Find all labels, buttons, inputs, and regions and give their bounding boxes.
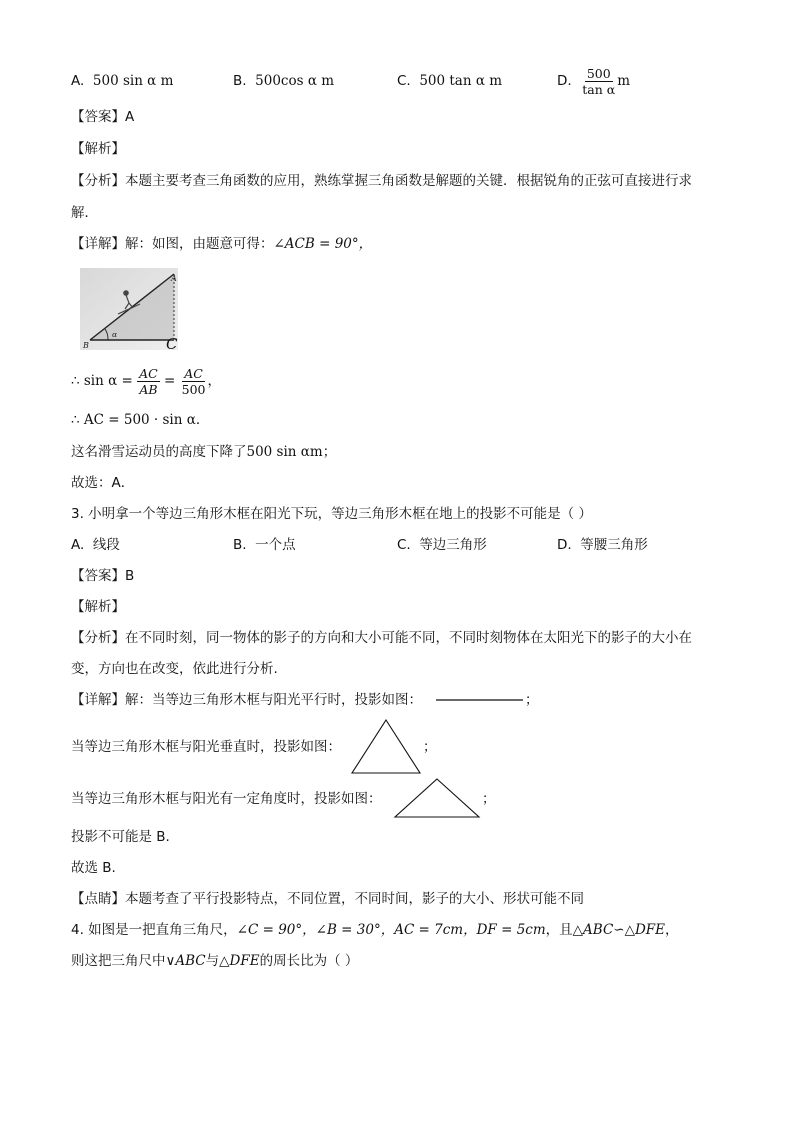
detail-tag: 【详解】 — [71, 236, 125, 252]
fraction-numerator: AC — [184, 365, 203, 381]
dianjing-text: 本题考查了平行投影特点，不同位置，不同时间，影子的大小、形状可能不同 — [125, 891, 584, 907]
detail-text: 解：当等边三角形木框与阳光平行时，投影如图： — [125, 692, 422, 708]
option-expr: 500 tan α m — [419, 73, 503, 89]
isosceles-triangle-figure — [392, 776, 482, 820]
conclusion-text: 这名滑雪运动员的高度下降了 — [71, 444, 247, 460]
q2-fenxi-cont: 解． — [71, 205, 98, 221]
fraction — [137, 366, 160, 397]
option-c — [397, 72, 502, 90]
option-letter: C. — [397, 73, 411, 89]
punctuation: ； — [525, 692, 539, 708]
stem-math: △DFE — [219, 953, 260, 969]
option-letter: A. — [71, 537, 85, 553]
q3-answer — [71, 567, 134, 585]
option-b — [233, 72, 334, 90]
stem-math: △ABC∽△DFE — [572, 922, 666, 938]
punctuation: ， — [665, 922, 679, 938]
option-a — [71, 72, 173, 90]
label-c: C — [166, 335, 178, 350]
q3-detail-2: 当等边三角形木框与阳光垂直时，投影如图： — [71, 739, 341, 755]
fenxi-tag: 【分析】 — [71, 173, 125, 189]
label-b: B — [83, 341, 89, 350]
triangle-shape — [395, 779, 479, 817]
q4-stem-line2 — [71, 952, 358, 970]
q4-stem-line1 — [71, 921, 679, 939]
dianjing-tag: 【点睛】 — [71, 891, 125, 907]
stem-text: 4. 如图是一把直角三角尺， — [71, 922, 237, 938]
stem-text: 则这把三角尺中 — [71, 953, 166, 969]
option-expr: 500cos α m — [255, 73, 335, 89]
q3-fenxi — [71, 629, 692, 647]
equals-sign: = — [164, 373, 176, 389]
option-d — [557, 536, 648, 554]
q3-stem: 3. 小明拿一个等边三角形木框在阳光下玩，等边三角形木框在地上的投影不可能是（ ） — [71, 506, 592, 522]
equilateral-triangle-figure — [350, 718, 422, 776]
option-a — [71, 536, 120, 554]
q3-dianjing — [71, 890, 584, 908]
conclusion-expr: 500 sin αm — [246, 444, 323, 460]
option-letter: D. — [557, 537, 572, 553]
option-unit: m — [617, 73, 631, 89]
option-letter: D. — [557, 73, 572, 89]
q2-fenxi — [71, 172, 692, 190]
answer-value: A — [125, 109, 135, 125]
detail-tag: 【详解】 — [71, 692, 125, 708]
punctuation: ； — [423, 739, 437, 755]
fraction-numerator: AC — [139, 365, 158, 381]
label-alpha: α — [112, 330, 118, 339]
label-a: A — [171, 274, 177, 283]
option-expr: 500 sin α m — [92, 73, 174, 89]
fraction-denominator: 500 — [181, 381, 206, 397]
punctuation: ， — [207, 373, 221, 389]
option-d — [557, 62, 630, 100]
option-b — [233, 536, 296, 554]
q3-fenxi-cont: 变，方向也在改变，依此进行分析. — [71, 661, 278, 677]
stem-math: ∠C = 90°，∠B = 30°，AC = 7cm，DF = 5cm — [236, 922, 546, 938]
q3-result: 投影不可能是 B. — [71, 829, 170, 845]
option-c — [397, 536, 487, 554]
option-letter: C. — [397, 537, 411, 553]
option-letter: B. — [233, 537, 247, 553]
step-text: ∴ AC = 500 · sin α． — [71, 412, 210, 428]
option-text: 等腰三角形 — [580, 537, 648, 553]
answer-tag: 【答案】 — [71, 568, 125, 584]
triangle-shape — [352, 720, 420, 773]
q3-detail-1 — [71, 691, 422, 709]
q3-detail-3: 当等边三角形木框与阳光有一定角度时，投影如图： — [71, 791, 382, 807]
fraction-denominator: AB — [139, 381, 158, 397]
answer-tag: 【答案】 — [71, 109, 125, 125]
q2-analysis-tag: 【解析】 — [71, 141, 125, 157]
fraction-denominator: tan α — [582, 81, 616, 97]
fraction-numerator: 500 — [586, 65, 611, 81]
q3-choose: 故选 B. — [71, 860, 116, 876]
stem-text: ，且 — [545, 922, 573, 938]
fenxi-tag: 【分析】 — [71, 630, 125, 646]
punctuation: ； — [322, 444, 337, 460]
q2-answer — [71, 108, 134, 126]
q2-step1 — [71, 362, 221, 400]
punctuation: ； — [482, 791, 496, 807]
q3-analysis-tag: 【解析】 — [71, 599, 125, 615]
q2-conclusion — [71, 443, 336, 461]
stem-text: 的周长比为（ ） — [259, 953, 359, 969]
answer-value: B — [125, 568, 135, 584]
fraction — [180, 366, 208, 397]
fraction — [580, 66, 617, 97]
step-text: ∴ sin α = — [71, 373, 133, 389]
q2-detail — [71, 235, 372, 253]
option-text: 等边三角形 — [419, 537, 487, 553]
q2-choose: 故选：A． — [71, 475, 135, 491]
option-letter: B. — [233, 73, 247, 89]
option-text: 线段 — [92, 537, 120, 553]
fenxi-text: 在不同时刻，同一物体的影子的方向和大小可能不同，不同时刻物体在太阳光下的影子的大小在 — [125, 630, 692, 646]
detail-text: 解：如图，由题意可得： — [125, 236, 274, 252]
fenxi-text: 本题主要考查三角函数的应用，熟练掌握三角函数是解题的关键．根据锐角的正弦可直接进行求 — [125, 173, 692, 189]
slope-figure — [80, 268, 178, 350]
segment-shadow-figure — [434, 690, 526, 710]
detail-expr: ∠ACB = 90°， — [273, 236, 373, 252]
option-text: 一个点 — [255, 537, 296, 553]
stem-text: 与 — [205, 953, 220, 969]
stem-math: ∨ABC — [165, 953, 206, 969]
q2-step2 — [71, 411, 209, 429]
option-letter: A. — [71, 73, 85, 89]
